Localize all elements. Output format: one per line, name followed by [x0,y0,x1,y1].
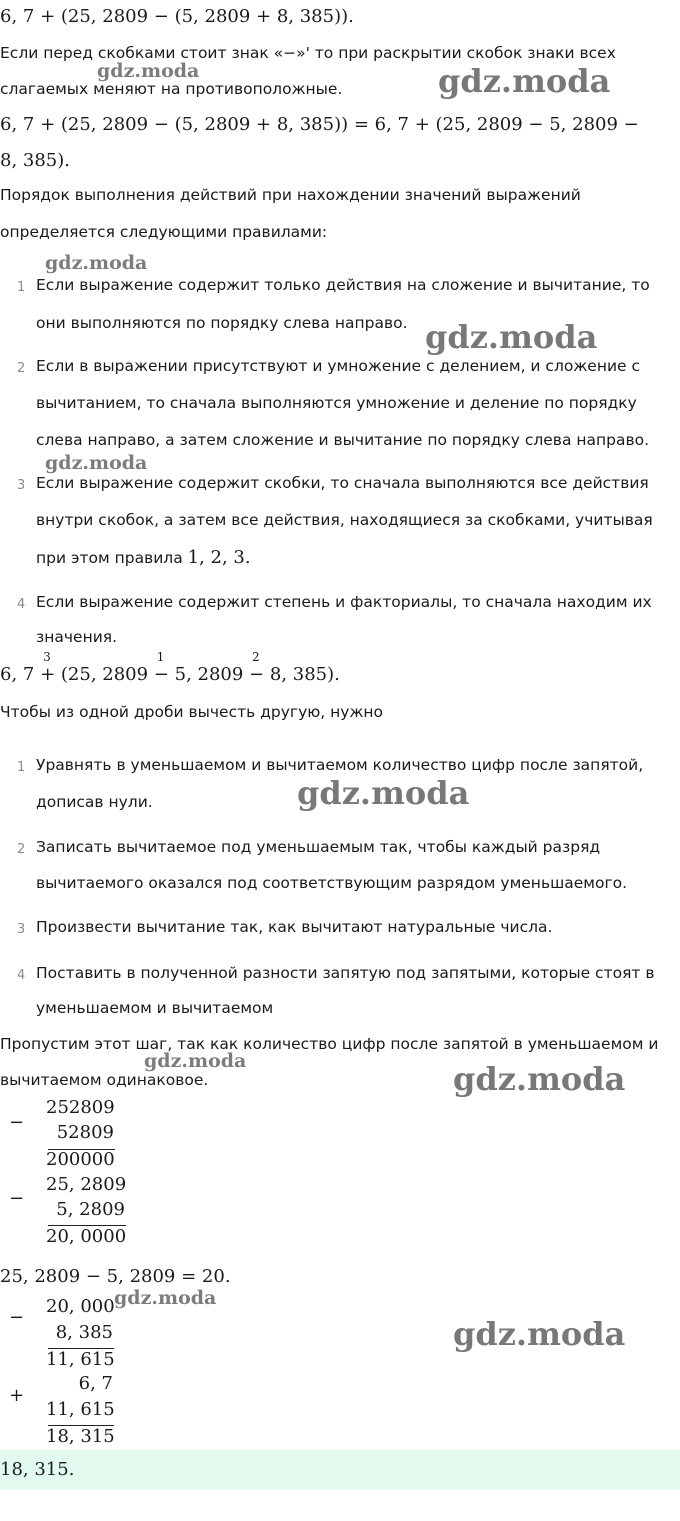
list-number: 2 [17,842,26,857]
list-item-text: Уравнять в уменьшаемом и вычитаемом количество цифр после запятой, [36,756,644,774]
operator: − [249,664,265,685]
expr-part: 8, 385). [264,664,340,685]
operator: − [153,664,169,685]
watermark: gdz.moda [453,1060,626,1098]
expression-order [0,650,340,685]
watermark: gdz.moda [45,452,148,474]
minuend: 20, 000 [46,1296,115,1317]
list-item-text: Произвести вычитание так, как вычитают натуральные числа. [36,918,553,936]
list-item-text: Если выражение содержит скобки, то сначала выполняются все действия [36,474,649,492]
minuend: 252809 [46,1097,115,1118]
final-answer: 18, 315. [0,1459,75,1480]
op-with-order [249,650,265,685]
subtrahend: 52809 [56,1122,114,1143]
paragraph-line: Порядок выполнения действий при нахождении значений выражений [0,186,581,204]
list-item-text: уменьшаемом и вычитаемом [36,999,274,1017]
list-item-text: вычитаемого оказался под соответствующим разрядом уменьшаемого. [36,874,628,892]
answer-highlight [0,1450,680,1490]
addend-2: 11, 615 [46,1399,115,1420]
expr-part: (25, 2809 [55,664,154,685]
watermark: gdz.moda [114,1287,217,1309]
watermark: gdz.moda [297,774,470,812]
watermark: gdz.moda [144,1050,247,1072]
subtrahend: 8, 385 [55,1322,113,1343]
expression-initial: 6, 7 + (25, 2809 − (5, 2809 + 8, 385)). [0,6,354,27]
paragraph-line: определяется следующими правилами: [0,223,328,241]
op-with-order [40,650,56,685]
difference: 20, 0000 [46,1226,127,1247]
watermark: gdz.moda [453,1315,626,1353]
list-number: 3 [17,478,26,493]
list-item-text: Записать вычитаемое под уменьшаемым так, чтобы каждый разряд [36,838,601,856]
list-number: 4 [17,968,26,983]
list-item-text: Поставить в полученной разности запятую под запятыми, которые стоят в [36,964,655,982]
sum: 18, 315 [46,1426,115,1447]
list-number: 4 [17,597,26,612]
minuend: 25, 2809 [46,1174,127,1195]
watermark: gdz.moda [438,62,611,100]
list-number: 1 [17,760,26,775]
order-number: 3 [43,650,51,664]
list-number: 2 [17,361,26,376]
list-item-text: они выполняются по порядку слева направо. [36,314,408,332]
list-number: 3 [17,922,26,937]
list-item-text: Если выражение содержит степень и факториалы, то сначала находим их [36,593,652,611]
list-item-text: внутри скобок, а затем все действия, находящиеся за скобками, учитывая [36,511,653,529]
list-item-text: слева направо, а затем сложение и вычитание по порядку слева направо. [36,431,650,449]
watermark: gdz.moda [97,60,200,82]
op-with-order [153,650,169,685]
minus-sign: − [9,1307,25,1328]
order-number: 2 [252,650,260,664]
order-number: 1 [156,650,165,664]
subtrahend: 5, 2809 [56,1199,125,1220]
list-item-text: вычитанием, то сначала выполняются умножение и деление по порядку [36,394,637,412]
difference: 200000 [46,1149,115,1170]
rule-numbers: 1, 2, 3. [187,547,251,568]
list-item-text: дописав нули. [36,793,153,811]
plus-sign: + [9,1385,25,1406]
list-item-text: Если выражение содержит только действия на сложение и вычитание, то [36,276,650,294]
expression-expanded-cont: 8, 385). [0,150,70,171]
operator: + [40,664,56,685]
paragraph-line: Чтобы из одной дроби вычесть другую, нужно [0,703,384,721]
minus-sign: − [9,1188,25,1209]
expr-part: 6, 7 [0,664,41,685]
list-item-text-part: при этом правила [36,549,188,567]
difference: 11, 615 [46,1349,115,1370]
expression-expanded: 6, 7 + (25, 2809 − (5, 2809 + 8, 385)) = 6, 7 + (25, 2809 − 5, 2809 − [0,114,639,135]
list-number: 1 [17,280,26,295]
list-item-text [36,547,251,568]
minus-sign: − [9,1112,25,1133]
watermark: gdz.moda [425,318,598,356]
paragraph-line: вычитаемом одинаковое. [0,1071,209,1089]
paragraph-line: слагаемых меняют на противоположные. [0,80,343,98]
list-item-text: значения. [36,628,118,646]
list-item-text: Если в выражении присутствуют и умножение с делением, и сложение с [36,357,641,375]
paragraph-line: Пропустим этот шаг, так как количество цифр после запятой в уменьшаемом и [0,1035,659,1053]
expr-part: 5, 2809 [168,664,250,685]
equation-result: 25, 2809 − 5, 2809 = 20. [0,1266,231,1287]
addend-1: 6, 7 [78,1373,113,1394]
watermark: gdz.moda [45,252,148,274]
paragraph-line: Если перед скобками стоит знак «−»' то при раскрытии скобок знаки всех [0,44,616,62]
